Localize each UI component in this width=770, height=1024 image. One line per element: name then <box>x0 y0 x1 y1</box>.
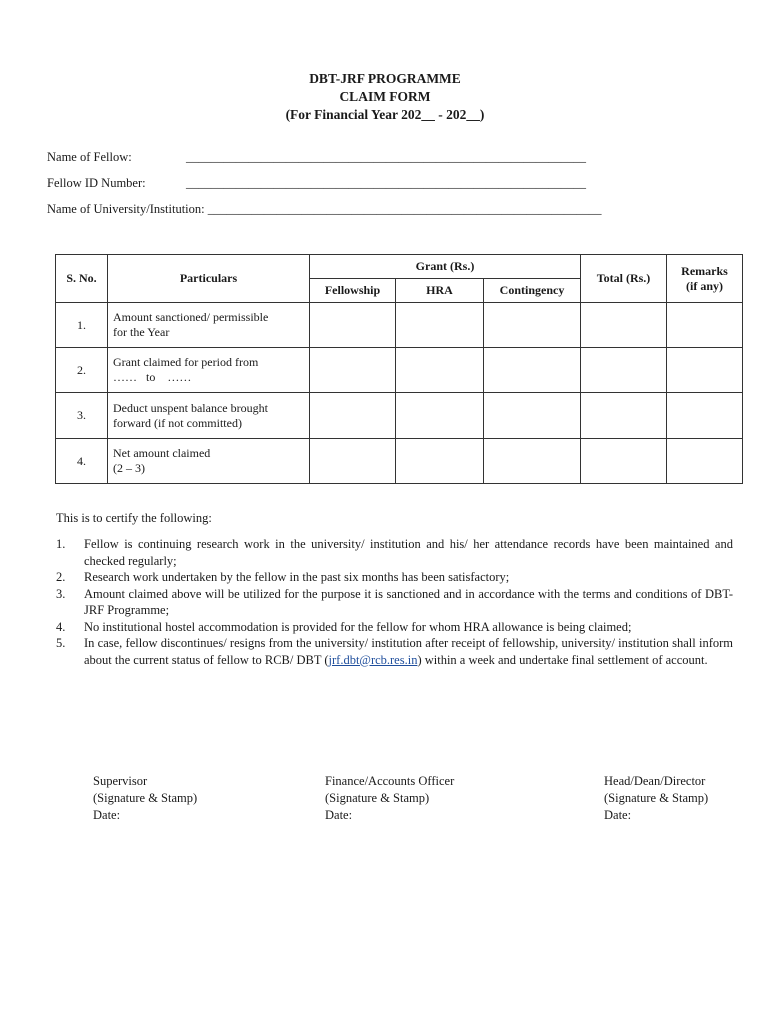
supervisor-signature-block <box>93 773 197 824</box>
fellow-id-blank[interactable]: ________________________________________________________________ <box>186 176 586 190</box>
fellow-id-field[interactable] <box>47 176 586 191</box>
item-text: Research work undertaken by the fellow in the past six months has been satisfactory; <box>84 570 510 584</box>
header-sno: S. No. <box>56 255 108 303</box>
header-contingency: Contingency <box>484 279 581 303</box>
row-sno: 1. <box>56 303 108 348</box>
university-blank[interactable]: _______________________________________________________________ <box>207 202 602 216</box>
item-number: 3. <box>56 586 66 601</box>
item-text-before: In case, fellow discontinues/ resigns from the university/ institution after receipt of fellowship, university/ institution shall inform about the current status of fellow to RCB/ DBT ( <box>84 636 733 667</box>
row-particulars <box>108 439 310 484</box>
fellow-name-field[interactable] <box>47 150 586 165</box>
programme-title: DBT-JRF PROGRAMME <box>309 71 461 86</box>
total-cell[interactable] <box>581 393 667 439</box>
claim-table <box>55 254 743 484</box>
conditions-list <box>56 536 733 668</box>
finance-officer-signature-block <box>325 773 454 824</box>
signature-stamp: (Signature & Stamp) <box>325 791 430 805</box>
total-cell[interactable] <box>581 439 667 484</box>
university-field[interactable] <box>47 202 602 217</box>
financial-year-title: (For Financial Year 202__ - 202__) <box>285 107 485 122</box>
signature-role: Head/Dean/Director <box>604 774 706 788</box>
row-particulars <box>108 393 310 439</box>
row-particulars <box>108 348 310 393</box>
signature-date: Date: <box>325 808 353 822</box>
list-item <box>56 619 733 636</box>
fellow-name-label: Name of Fellow: <box>47 150 132 164</box>
particulars-line1: Grant claimed for period from <box>113 355 259 369</box>
row-sno: 4. <box>56 439 108 484</box>
total-cell[interactable] <box>581 303 667 348</box>
item-text: Fellow is continuing research work in the university/ institution and his/ her attendance records have been maintained and checked regularly; <box>84 537 733 568</box>
remarks-line1: Remarks <box>681 263 728 278</box>
header-particulars: Particulars <box>108 255 310 303</box>
total-cell[interactable] <box>581 348 667 393</box>
remarks-cell[interactable] <box>667 303 743 348</box>
header-hra: HRA <box>396 279 484 303</box>
hra-cell[interactable] <box>396 303 484 348</box>
header-grant: Grant (Rs.) <box>310 255 581 279</box>
particulars-line1: Deduct unspent balance brought <box>113 400 268 415</box>
table-row <box>56 348 743 393</box>
table-row <box>56 439 743 484</box>
signature-date: Date: <box>604 808 632 822</box>
particulars-line2: …… to …… <box>113 370 192 384</box>
item-number: 5. <box>56 636 66 650</box>
list-item <box>56 635 733 668</box>
fellowship-cell[interactable] <box>310 303 396 348</box>
particulars-line1: Amount sanctioned/ permissible <box>113 310 269 324</box>
remarks-cell[interactable] <box>667 439 743 484</box>
table-row <box>56 393 743 439</box>
row-sno: 3. <box>56 393 108 439</box>
hra-cell[interactable] <box>396 393 484 439</box>
remarks-cell[interactable] <box>667 393 743 439</box>
hra-cell[interactable] <box>396 348 484 393</box>
item-number: 2. <box>56 570 66 584</box>
signature-stamp: (Signature & Stamp) <box>93 791 198 805</box>
header-remarks <box>667 255 743 303</box>
signature-role: Finance/Accounts Officer <box>325 774 455 788</box>
signature-date: Date: <box>93 808 121 822</box>
contingency-cell[interactable] <box>484 348 581 393</box>
particulars-line2: (2 – 3) <box>113 461 145 475</box>
header-total: Total (Rs.) <box>581 255 667 303</box>
list-item <box>56 569 733 586</box>
list-item <box>56 536 733 569</box>
remarks-line2: (if any) <box>686 278 723 293</box>
table-row <box>56 303 743 348</box>
particulars-line2: for the Year <box>113 325 170 339</box>
row-particulars <box>108 303 310 348</box>
item-text: No institutional hostel accommodation is provided for the fellow for whom HRA allowance is being claimed; <box>84 619 632 634</box>
fellowship-cell[interactable] <box>310 439 396 484</box>
contingency-cell[interactable] <box>484 303 581 348</box>
item-number: 4. <box>56 619 66 634</box>
fellowship-cell[interactable] <box>310 348 396 393</box>
fellowship-cell[interactable] <box>310 393 396 439</box>
particulars-line2: forward (if not committed) <box>113 415 242 430</box>
particulars-line1: Net amount claimed <box>113 446 211 460</box>
item-number: 1. <box>56 537 66 551</box>
item-text: Amount claimed above will be utilized for the purpose it is sanctioned and in accordance with the terms and conditions of DBT-JRF Programme; <box>84 586 733 617</box>
remarks-cell[interactable] <box>667 348 743 393</box>
fellow-name-blank[interactable]: ________________________________________________________________ <box>186 150 586 164</box>
contingency-cell[interactable] <box>484 439 581 484</box>
list-item <box>56 586 733 619</box>
item-text-after: ) within a week and undertake final settlement of account. <box>417 652 708 667</box>
header-fellowship: Fellowship <box>310 279 396 303</box>
signature-stamp: (Signature & Stamp) <box>604 791 709 805</box>
head-signature-block <box>604 773 708 824</box>
signature-role: Supervisor <box>93 774 148 788</box>
fellow-id-label: Fellow ID Number: <box>47 176 146 190</box>
hra-cell[interactable] <box>396 439 484 484</box>
email-link[interactable]: jrf.dbt@rcb.res.in <box>328 652 418 667</box>
row-sno: 2. <box>56 348 108 393</box>
university-label: Name of University/Institution: <box>47 202 205 216</box>
claim-form-title: CLAIM FORM <box>339 89 431 104</box>
form-title <box>0 70 770 124</box>
contingency-cell[interactable] <box>484 393 581 439</box>
certify-intro: This is to certify the following: <box>56 511 212 525</box>
